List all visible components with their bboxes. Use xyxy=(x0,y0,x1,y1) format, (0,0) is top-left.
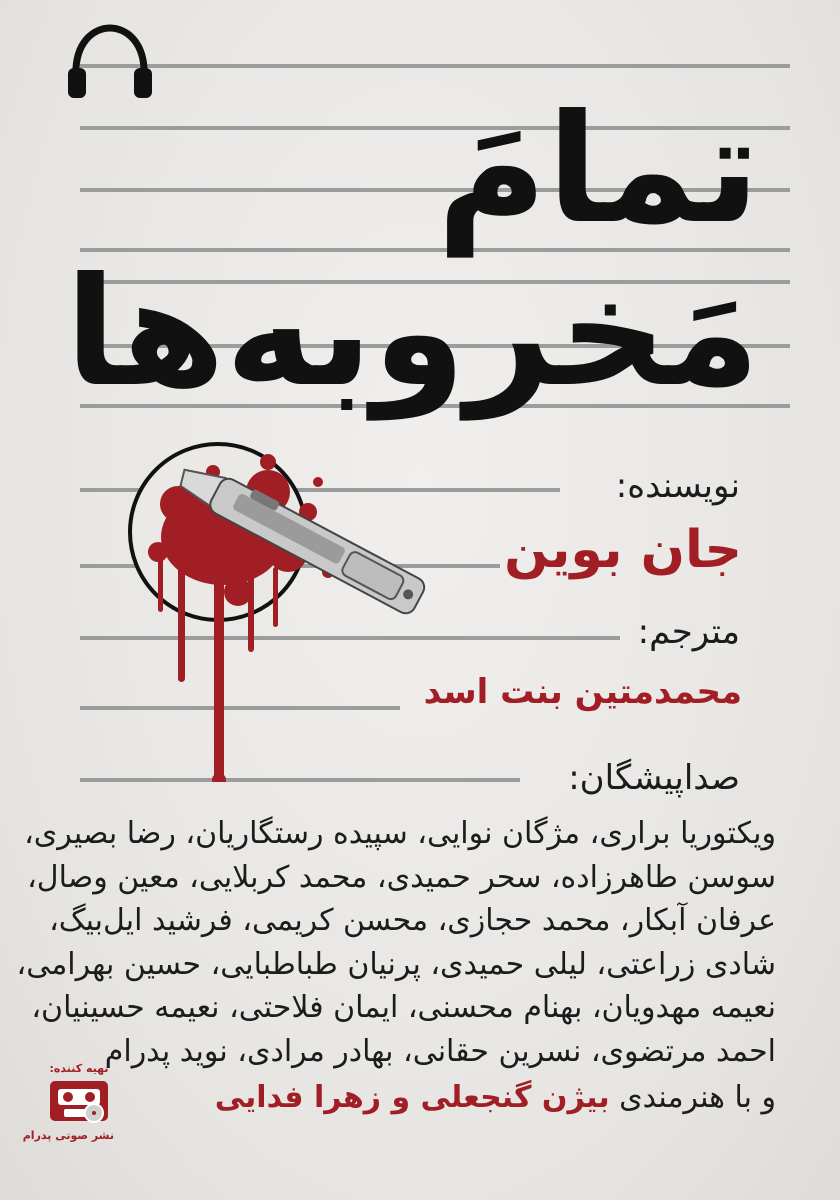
voice-actors-line: ویکتوریا براری، مژگان نوایی، سپیده رستگاریان، رضا بصیری، xyxy=(24,816,776,851)
voice-actors-label: صداپیشگان: xyxy=(568,758,740,798)
voice-actors-line: نعیمه مهدویان، بهنام محسنی، ایمان فلاحتی، نعیمه حسینیان، xyxy=(31,990,776,1025)
title-line-1: تمامَ xyxy=(436,83,760,257)
special-credit-prefix: و با هنرمندی xyxy=(619,1080,776,1115)
title-line-2: مَخروبه‌ها xyxy=(64,246,760,420)
author-name: جان بوین xyxy=(504,520,742,580)
translator-label: مترجم: xyxy=(637,612,740,652)
voice-actors-line: عرفان آبکار، محمد حجازی، محسن کریمی، فرشید ایل‌بیگ، xyxy=(49,903,776,938)
special-credit xyxy=(215,1080,776,1115)
voice-actors-list xyxy=(16,812,776,1073)
author-label: نویسنده: xyxy=(615,466,740,506)
translator-name: محمدمتین بنت اسد xyxy=(423,672,742,712)
producer-logo xyxy=(22,1062,114,1152)
voice-actors-line: احمد مرتضوی، نسرین حقانی، بهادر مرادی، نوید پدرام xyxy=(104,1033,776,1069)
producer-caption: تهیه کننده: xyxy=(49,1062,109,1075)
box-cutter-blood-illustration xyxy=(118,442,438,782)
headphone-icon xyxy=(64,22,156,100)
producer-name: نشر صوتی پدرام xyxy=(22,1129,114,1142)
voice-actors-line: سوسن طاهرزاده، سحر حمیدی، محمد کربلایی، معین وصال، xyxy=(27,859,776,895)
special-credit-names: بیژن گنجعلی و زهرا فدایی xyxy=(214,1080,610,1115)
cassette-icon xyxy=(48,1077,110,1127)
voice-actors-line: شادی زراعتی، لیلی حمیدی، پرنیان طباطبایی، حسین بهرامی، xyxy=(16,946,776,982)
